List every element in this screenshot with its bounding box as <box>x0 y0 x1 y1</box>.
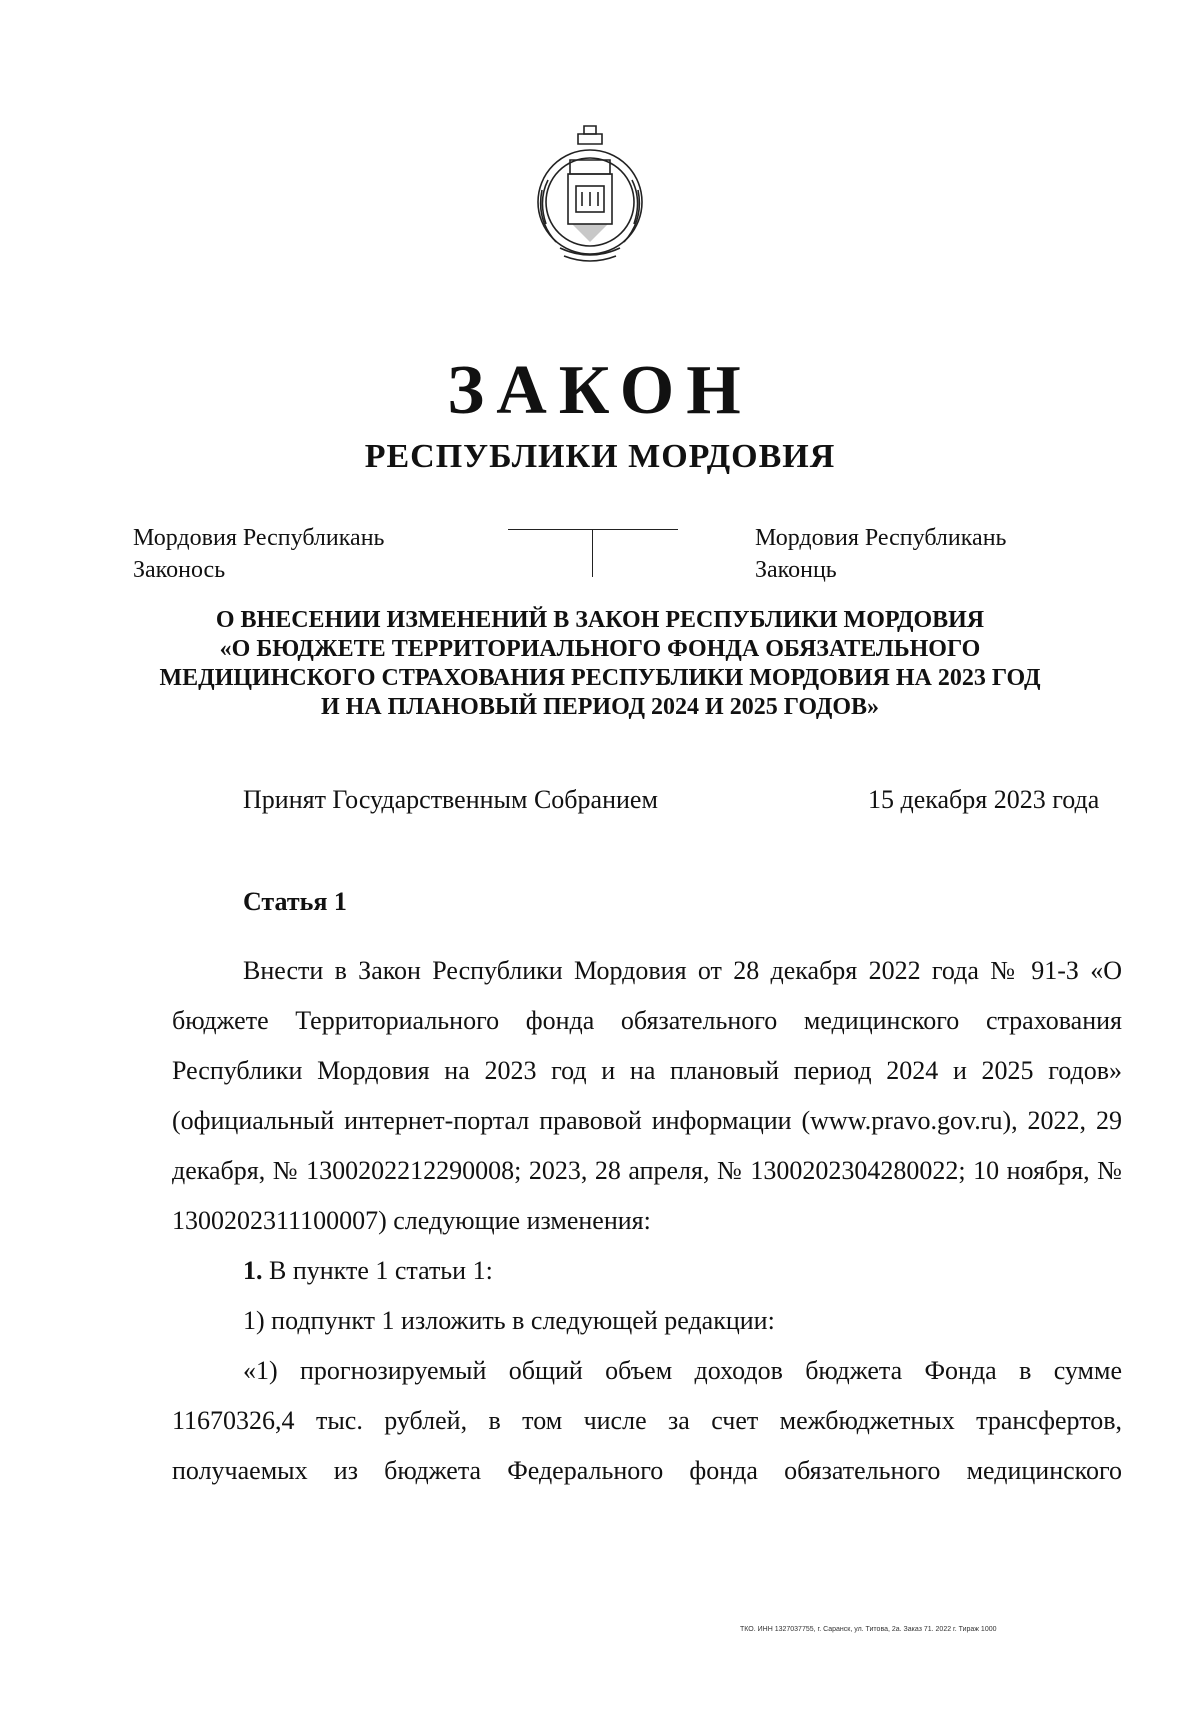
law-name-line-2: «О БЮДЖЕТЕ ТЕРРИТОРИАЛЬНОГО ФОНДА ОБЯЗАТЕЛЬНОГО <box>219 636 981 662</box>
moksha-title-right <box>755 522 1006 586</box>
quoted-subitem: «1) прогнозируемый общий объем доходов бюджета Фонда в сумме 11670326,4 тыс. рублей, в том числе за счет межбюджетных трансфертов, получаемых из бюджета Федерального фонда обязательного медицинского <box>172 1356 1122 1485</box>
moksha-left-line-1: Мордовия Республикань <box>133 525 385 551</box>
moksha-left-line-2: Законось <box>133 557 226 583</box>
print-note: ТКО. ИНН 1327037755, г. Саранск, ул. Титова, 2а. Заказ 71. 2022 г. Тираж 1000 <box>740 1626 997 1633</box>
article-intro: Внести в Закон Республики Мордовия от 28 декабря 2022 года № 91-З «О бюджете Территориального фонда обязательного медицинского страхования Республики Мордовия на 2023 год и на плановый период 2024 и 2025 годов» (официальный интернет-портал правовой информации (www.pravo.gov.ru), 2022, 29 декабря, № 1300202212290008; 2023, 28 апреля, № 1300202304280022; 10 ноября, № 1300202311100007) следующие изменения: <box>172 956 1122 1235</box>
law-name-line-4: И НА ПЛАНОВЫЙ ПЕРИОД 2024 И 2025 ГОДОВ» <box>320 694 880 720</box>
adoption-label: Принят Государственным Собранием <box>243 785 658 814</box>
item-1-number: 1. <box>243 1256 263 1285</box>
header-divider-vertical <box>592 529 593 577</box>
document-subtitle: РЕСПУБЛИКИ МОРДОВИЯ <box>364 438 836 475</box>
moksha-right-line-2: Законць <box>755 557 837 583</box>
coat-of-arms-emblem <box>520 120 660 270</box>
law-name-line-1: О ВНЕСЕНИИ ИЗМЕНЕНИЙ В ЗАКОН РЕСПУБЛИКИ МОРДОВИЯ <box>215 607 985 633</box>
header-divider-horizontal <box>508 529 678 530</box>
item-1-text: В пункте 1 статьи 1: <box>262 1256 493 1285</box>
document-title: ЗАКОН <box>447 352 753 429</box>
law-name <box>100 606 1100 722</box>
moksha-title-left <box>133 522 384 586</box>
subitem-1: 1) подпункт 1 изложить в следующей редакции: <box>243 1306 775 1335</box>
item-1 <box>172 1246 1122 1296</box>
law-name-line-3: МЕДИЦИНСКОГО СТРАХОВАНИЯ РЕСПУБЛИКИ МОРДОВИЯ НА 2023 ГОД <box>159 665 1041 691</box>
article-heading: Статья 1 <box>243 887 347 916</box>
article-body <box>172 946 1122 1496</box>
moksha-right-line-1: Мордовия Республикань <box>755 525 1007 551</box>
adoption-date: 15 декабря 2023 года <box>868 785 1100 814</box>
